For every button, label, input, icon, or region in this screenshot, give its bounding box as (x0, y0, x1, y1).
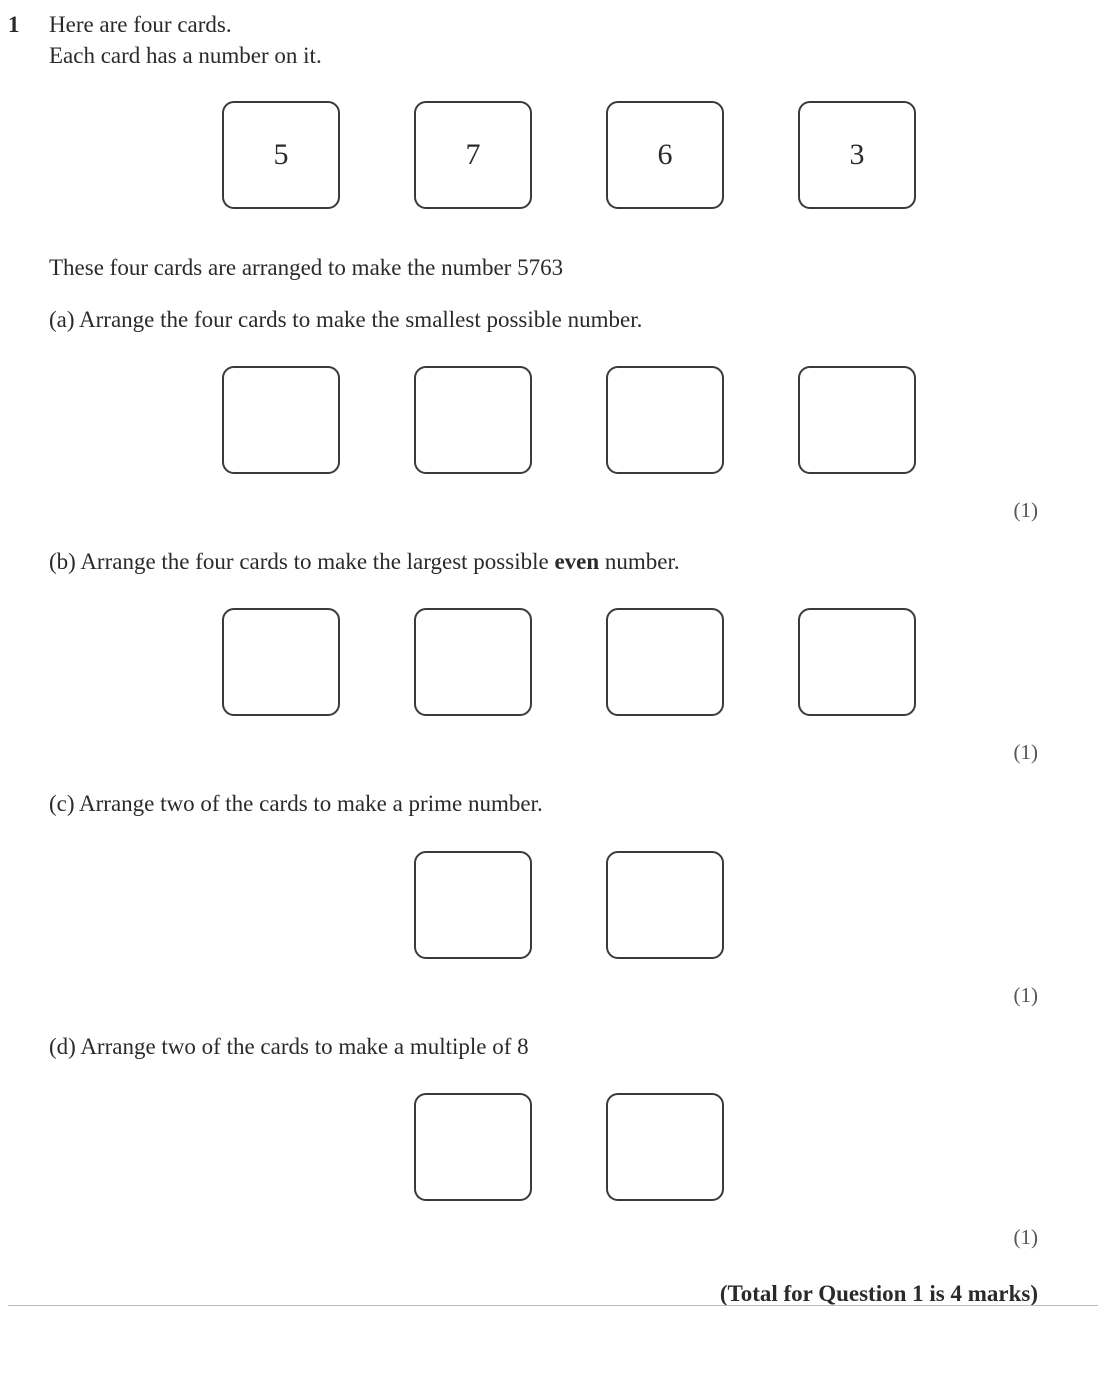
number-card-1: 5 (222, 101, 340, 209)
answer-box-d-1[interactable] (414, 1093, 532, 1201)
answer-box-a-3[interactable] (606, 366, 724, 474)
total-marks: (Total for Question 1 is 4 marks) (719, 1281, 1038, 1306)
answer-box-d-2[interactable] (606, 1093, 724, 1201)
part-b-text-after: number. (599, 549, 680, 574)
answer-box-a-1[interactable] (222, 366, 340, 474)
arranged-statement: These four cards are arranged to make the number 5763 (49, 255, 564, 280)
part-c-text: Arrange two of the cards to make a prime number. (79, 791, 543, 816)
part-d-question (49, 1032, 529, 1062)
part-b-label: (b) (49, 549, 76, 574)
question-number: 1 (8, 12, 20, 37)
intro-line-2: Each card has a number on it. (49, 43, 322, 68)
divider-line (8, 1305, 1098, 1306)
intro-line-1: Here are four cards. (49, 12, 232, 37)
part-d-text: Arrange two of the cards to make a multiple of 8 (80, 1034, 529, 1059)
part-a-label: (a) (49, 307, 75, 332)
part-a-question (49, 305, 642, 335)
answer-box-c-2[interactable] (606, 851, 724, 959)
part-a-text: Arrange the four cards to make the smallest possible number. (79, 307, 643, 332)
answer-box-a-2[interactable] (414, 366, 532, 474)
part-b-text-before: Arrange the four cards to make the largest possible (80, 549, 555, 574)
answer-box-a-4[interactable] (798, 366, 916, 474)
part-c-question (49, 789, 543, 819)
number-card-3: 6 (606, 101, 724, 209)
part-c-label: (c) (49, 791, 75, 816)
number-card-4: 3 (798, 101, 916, 209)
answer-box-b-1[interactable] (222, 608, 340, 716)
part-b-marks: (1) (1013, 740, 1038, 764)
part-c-marks: (1) (1013, 983, 1038, 1007)
part-a-marks: (1) (1013, 498, 1038, 522)
number-card-2: 7 (414, 101, 532, 209)
part-b-question (49, 547, 680, 577)
part-b-text (80, 549, 679, 574)
answer-box-b-4[interactable] (798, 608, 916, 716)
part-d-label: (d) (49, 1034, 76, 1059)
answer-box-c-1[interactable] (414, 851, 532, 959)
answer-box-b-2[interactable] (414, 608, 532, 716)
part-d-marks: (1) (1013, 1225, 1038, 1249)
answer-box-b-3[interactable] (606, 608, 724, 716)
part-b-emphasis: even (554, 549, 600, 574)
